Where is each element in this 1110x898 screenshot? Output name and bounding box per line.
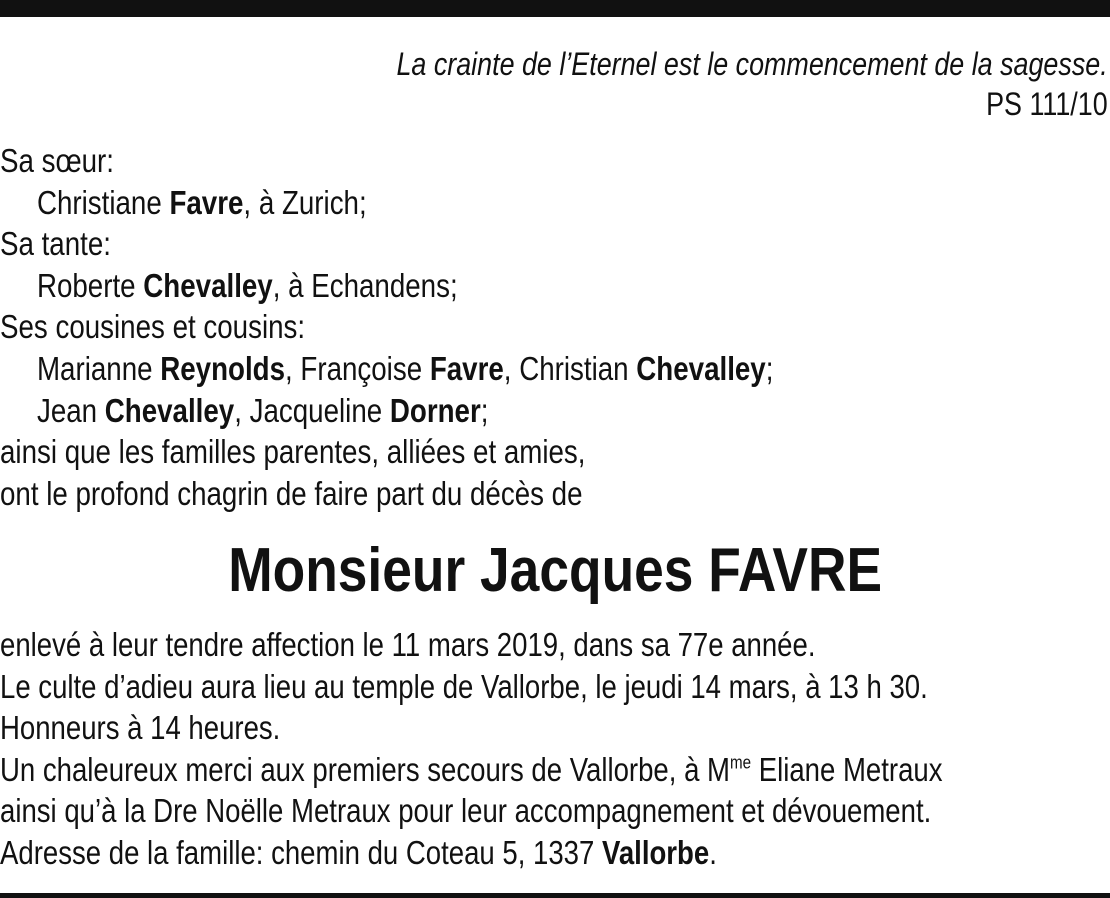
death-line: enlevé à leur tendre affection le 11 mars 2019, dans sa 77e année. <box>0 626 816 663</box>
family-list <box>0 140 1109 514</box>
thanks-line-2: ainsi qu’à la Dre Noëlle Metraux pour leur accompagnement et dévouement. <box>0 792 932 830</box>
cousin-separator: , Christian <box>503 349 637 387</box>
service-line: Le culte d’adieu aura lieu au temple de Vallorbe, le jeudi 14 mars, à 13 h 30. <box>0 667 928 705</box>
cousin-separator: , Jacqueline <box>234 391 390 429</box>
cousin-line-end: ; <box>480 391 489 429</box>
cousin-first-name: Marianne <box>36 349 161 387</box>
epigraph <box>397 44 1108 124</box>
cousin-last-name: Reynolds <box>160 349 286 387</box>
aunt-entry <box>0 265 1109 307</box>
sister-place: , à Zurich; <box>243 183 367 221</box>
cousin-last-name: Favre <box>429 349 504 387</box>
cousin-last-name: Chevalley <box>636 349 766 387</box>
epigraph-reference: PS 111/10 <box>986 86 1108 122</box>
families-line: ainsi que les familles parentes, alliées et amies, <box>0 433 586 471</box>
address-end: . <box>709 833 717 871</box>
thanks-suffix: Eliane Metraux <box>751 750 943 788</box>
aunt-first-name: Roberte <box>36 266 144 304</box>
service-details <box>0 624 1110 874</box>
announce-line: ont le profond chagrin de faire part du décès de <box>0 474 583 512</box>
sister-last-name: Favre <box>169 183 244 221</box>
address-town: Vallorbe <box>601 833 710 871</box>
cousin-line-end: ; <box>765 349 774 387</box>
cousins-entry-2 <box>0 390 1109 432</box>
sister-entry <box>0 182 1109 224</box>
cousins-label: Ses cousines et cousins: <box>0 308 306 346</box>
thanks-prefix: Un chaleureux merci aux premiers secours de Vallorbe, à M <box>0 750 731 788</box>
thanks-line <box>0 749 1110 791</box>
cousin-last-name: Chevalley <box>104 391 235 429</box>
aunt-label: Sa tante: <box>0 225 111 263</box>
bottom-rule <box>0 893 1110 898</box>
sister-first-name: Christiane <box>36 183 170 221</box>
aunt-last-name: Chevalley <box>143 266 273 304</box>
cousin-first-name: Jean <box>36 391 105 429</box>
deceased-name: Monsieur Jacques FAVRE <box>228 536 882 605</box>
address-prefix: Adresse de la famille: chemin du Coteau 5, 1337 <box>0 833 602 871</box>
aunt-place: , à Echandens; <box>272 266 458 304</box>
cousins-entry-1 <box>0 348 1109 390</box>
address-line <box>0 832 1110 874</box>
cousin-last-name: Dorner <box>389 391 481 429</box>
sister-label: Sa sœur: <box>0 142 114 179</box>
epigraph-quote: La crainte de l’Eternel est le commencement de la sagesse. <box>396 46 1108 82</box>
deceased-name-heading <box>0 535 1110 607</box>
honours-line: Honneurs à 14 heures. <box>0 709 281 747</box>
title-superscript: me <box>730 752 752 773</box>
cousin-separator: , Françoise <box>285 349 430 387</box>
top-rule <box>0 0 1110 17</box>
